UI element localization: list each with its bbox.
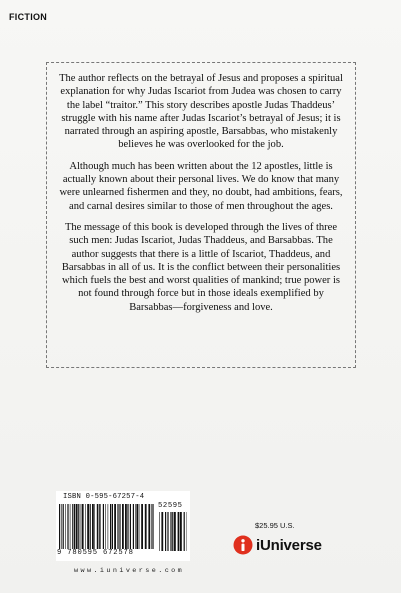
barcode-bar <box>103 504 104 551</box>
blurb-box <box>46 62 356 368</box>
barcode-bar <box>133 504 134 551</box>
barcode-digits: 9 780595 672578 <box>57 549 157 557</box>
barcode-bar <box>105 504 106 551</box>
barcode-bar <box>170 512 171 551</box>
barcode-bar <box>135 504 136 551</box>
barcode-bar <box>180 512 182 551</box>
barcode-bar <box>76 504 78 551</box>
barcode-bar <box>161 512 163 551</box>
barcode-bar <box>78 504 79 551</box>
barcode <box>56 491 190 561</box>
barcode-bar <box>82 504 84 551</box>
barcode-bar <box>108 504 109 551</box>
barcode-bar <box>110 504 111 551</box>
blurb-paragraph: The author reflects on the betrayal of Jesus and proposes a spiritual explanation for why Judas Iscariot from Judea was chosen to carry the label “traitor.” This story describes apostle Judas Thaddeus’ struggle with his name after Judas Iscariot’s betrayal of Jesus; it is narrated through an aspiring apostle, Barsabbas, who mistakenly believes he was overlooked for the job. <box>59 73 343 151</box>
barcode-bar <box>92 504 94 551</box>
addon-code: 52595 <box>158 502 183 510</box>
barcode-bar <box>67 504 68 551</box>
barcode-bar <box>130 504 131 551</box>
barcode-bar <box>178 512 180 551</box>
barcode-bar <box>122 504 124 551</box>
addon-barcode-bars <box>159 512 187 551</box>
barcode-bar <box>70 504 71 551</box>
barcode-bar <box>117 504 118 551</box>
isbn-text: ISBN 0-595-67257-4 <box>63 493 145 501</box>
barcode-bar <box>74 504 75 551</box>
barcode-bar <box>172 512 173 551</box>
barcode-bar <box>145 504 147 551</box>
barcode-bar <box>65 504 66 551</box>
price-label: $25.95 U.S. <box>255 521 295 530</box>
category-label: FICTION <box>9 12 48 22</box>
barcode-bar <box>141 504 143 551</box>
barcode-bar <box>94 504 95 551</box>
barcode-bar <box>61 504 62 551</box>
barcode-bars <box>59 504 155 551</box>
barcode-bar <box>151 504 152 551</box>
iuniverse-logo-icon <box>233 535 253 555</box>
blurb-paragraph: Although much has been written about the 12 apostles, little is actually known about their personal lives. We do know that many were unlearned fishermen and they, no doubt, had ambitions, fears, and carnal desires similar to those of men throughout the ages. <box>59 160 343 212</box>
barcode-bar <box>148 504 150 551</box>
barcode-bar <box>159 512 160 551</box>
barcode-bar <box>136 504 138 551</box>
barcode-bar <box>118 504 119 551</box>
barcode-bar <box>165 512 166 551</box>
publisher-name: iUniverse <box>256 536 322 554</box>
barcode-bar <box>127 504 128 551</box>
publisher-website: www.iuniverse.com <box>74 567 185 575</box>
barcode-bar <box>174 512 176 551</box>
barcode-bar <box>59 504 60 551</box>
barcode-bar <box>81 504 82 551</box>
barcode-bar <box>99 504 100 551</box>
barcode-bar <box>100 504 101 551</box>
barcode-bar <box>114 504 116 551</box>
barcode-bar <box>87 504 89 551</box>
barcode-bar <box>139 504 140 551</box>
barcode-bar <box>85 504 86 551</box>
barcode-bar <box>63 504 64 551</box>
barcode-bar <box>153 504 154 551</box>
blurb-paragraph: The message of this book is developed through the lives of three such men: Judas Iscariot, Judas Thaddeus, and Barsabbas. The author suggests that there is a little of Iscariot, Thaddeus, and Barsabbas in all of us. It is the conflict between their personalities which fuels the best and worst qualities of mankind; true power is not found through force but in those ideals exemplified by Barsabbas—forgiveness and love. <box>61 221 341 313</box>
barcode-bar <box>184 512 185 551</box>
barcode-bar <box>112 504 113 551</box>
barcode-bar <box>97 504 98 551</box>
barcode-bar <box>72 504 73 551</box>
barcode-bar <box>90 504 91 551</box>
barcode-bar <box>167 512 168 551</box>
barcode-bar <box>125 504 127 551</box>
barcode-bar <box>120 504 121 551</box>
publisher-logo <box>233 534 322 556</box>
